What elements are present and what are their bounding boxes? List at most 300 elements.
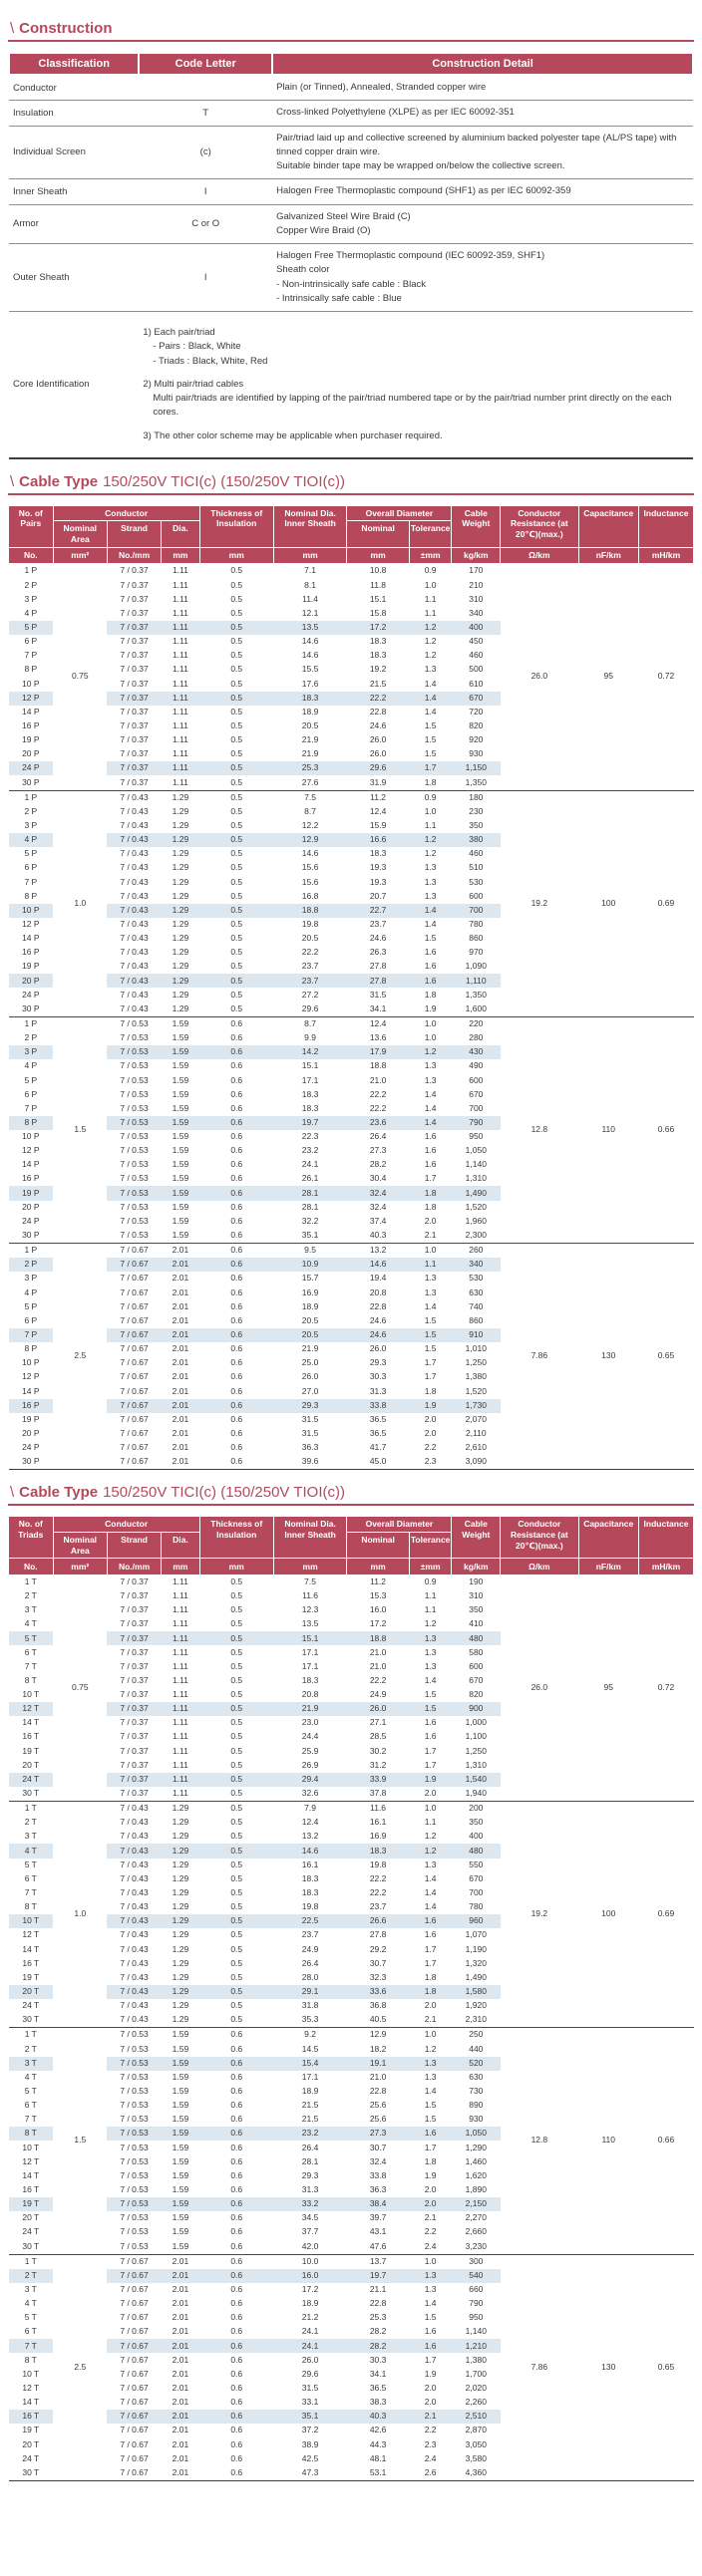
cell-overall-dia-tolerance: 1.0 xyxy=(424,805,437,816)
cell-strand: 7 / 0.37 xyxy=(120,664,149,675)
cell-strand: 7 / 0.37 xyxy=(120,1745,149,1756)
cell-count: 16 T xyxy=(22,2183,40,2194)
cell-inner-sheath-dia: 8.1 xyxy=(304,579,316,590)
cell-strand: 7 / 0.53 xyxy=(107,1186,161,1200)
cell-overall-dia-nominal: 17.2 xyxy=(347,621,410,635)
cell-overall-dia-nominal: 18.3 xyxy=(369,636,387,647)
col-header-inner-sheath: Nominal Dia. Inner Sheath xyxy=(273,505,347,547)
cell-count: 7 P xyxy=(24,1102,38,1113)
cell-count: 6 T xyxy=(24,2100,37,2111)
cell-count: 16 P xyxy=(22,719,40,730)
cell-inner-sheath-dia: 15.6 xyxy=(301,876,319,887)
cell-strand: 7 / 0.67 xyxy=(120,2298,149,2309)
cell-cable-weight: 700 xyxy=(469,1102,484,1113)
cell-cable-weight: 1,960 xyxy=(465,1215,487,1226)
cell-count: 4 P xyxy=(24,607,38,618)
cell-cable-weight: 670 xyxy=(469,1088,484,1099)
cell-dia: 1.11 xyxy=(162,761,199,775)
cell-overall-dia-nominal: 23.6 xyxy=(347,1116,410,1130)
cell-count: 14 T xyxy=(22,2397,40,2408)
unit-dia: mm xyxy=(162,1559,199,1575)
cell-inner-sheath-dia: 24.9 xyxy=(301,1943,319,1954)
cell-overall-dia-nominal: 38.4 xyxy=(347,2197,410,2211)
cell-overall-dia-tolerance: 1.5 xyxy=(409,1328,452,1342)
cell-insulation-thickness: 0.6 xyxy=(230,1230,243,1241)
cell-overall-dia-tolerance: 1.9 xyxy=(409,1399,452,1413)
cell-strand: 7 / 0.53 xyxy=(120,2071,149,2082)
cell-strand: 7 / 0.53 xyxy=(120,1131,149,1142)
cell-inner-sheath-dia: 23.7 xyxy=(301,1929,319,1940)
col-header-strand: Strand xyxy=(107,1532,161,1558)
note-head: 2) Multi pair/triad cables xyxy=(143,378,244,390)
cell-dia: 1.59 xyxy=(172,1173,189,1184)
cell-dia: 1.29 xyxy=(172,862,189,873)
cell-dia: 1.29 xyxy=(172,876,189,887)
cell-dia: 1.29 xyxy=(172,989,189,1000)
cell-cable-weight: 200 xyxy=(452,1802,501,1817)
cell-insulation-thickness: 0.5 xyxy=(230,776,243,787)
cell-overall-dia-tolerance: 1.6 xyxy=(409,2339,452,2353)
cell-cable-weight: 1,310 xyxy=(465,1173,487,1184)
cell-insulation-thickness: 0.6 xyxy=(230,1032,243,1043)
classification-cell: Individual Screen xyxy=(9,126,139,179)
cell-overall-dia-nominal: 43.1 xyxy=(369,2226,387,2237)
cell-inner-sheath-dia: 12.4 xyxy=(301,1817,319,1828)
cell-inner-sheath-dia: 25.9 xyxy=(301,1745,319,1756)
cell-cable-weight: 630 xyxy=(469,1287,484,1297)
cell-overall-dia-tolerance: 1.0 xyxy=(424,1032,437,1043)
cell-overall-dia-nominal: 21.5 xyxy=(369,678,387,689)
cell-strand: 7 / 0.53 xyxy=(120,2100,149,2111)
cell-overall-dia-nominal: 32.4 xyxy=(347,1186,410,1200)
cell-insulation-thickness: 0.6 xyxy=(230,2071,243,2082)
cell-strand: 7 / 0.53 xyxy=(120,2043,149,2054)
cell-overall-dia-nominal: 26.4 xyxy=(369,1131,387,1142)
cell-insulation-thickness: 0.5 xyxy=(199,621,273,635)
triads-section-title xyxy=(10,1484,692,1501)
cell-inner-sheath-dia: 11.4 xyxy=(302,593,319,604)
cell-count: 14 T xyxy=(22,1943,40,1954)
note-subline: - Triads : Black, White, Red xyxy=(153,355,268,367)
cell-overall-dia-nominal: 22.2 xyxy=(369,1872,387,1883)
cell-overall-dia-tolerance: 1.5 xyxy=(409,1702,452,1716)
cell-count: 7 P xyxy=(24,876,38,887)
cell-overall-dia-nominal: 23.7 xyxy=(369,918,387,929)
cell-inner-sheath-dia: 33.1 xyxy=(301,2397,319,2408)
cell-strand: 7 / 0.67 xyxy=(120,1442,149,1453)
cell-inner-sheath-dia: 7.9 xyxy=(273,1802,347,1817)
cell-inner-sheath-dia: 35.3 xyxy=(301,2014,319,2025)
cell-count: 12 P xyxy=(9,692,54,706)
cell-overall-dia-tolerance: 1.5 xyxy=(424,734,437,745)
note-head: 1) Each pair/triad xyxy=(143,327,215,338)
cell-dia: 1.11 xyxy=(172,719,188,730)
cell-inner-sheath-dia: 31.3 xyxy=(301,2183,319,2194)
cell-insulation-thickness: 0.6 xyxy=(230,2326,243,2337)
cell-overall-dia-tolerance: 2.0 xyxy=(424,1215,437,1226)
cell-count: 14 T xyxy=(22,2169,40,2180)
cell-strand: 7 / 0.37 xyxy=(120,565,149,576)
cell-overall-dia-tolerance: 1.2 xyxy=(409,833,452,847)
cell-cable-weight: 660 xyxy=(469,2283,484,2294)
col-header-thickness: Thickness of Insulation xyxy=(199,505,273,547)
cell-dia: 1.11 xyxy=(172,664,188,675)
classification-cell: Inner Sheath xyxy=(9,179,139,204)
cell-cable-weight: 1,000 xyxy=(465,1717,487,1728)
cell-count: 1 P xyxy=(24,565,38,576)
cell-dia: 1.59 xyxy=(172,1131,189,1142)
cell-insulation-thickness: 0.5 xyxy=(230,1971,243,1982)
cell-cable-weight: 1,050 xyxy=(452,2127,501,2141)
cell-insulation-thickness: 0.5 xyxy=(230,819,243,830)
cell-overall-dia-nominal: 33.8 xyxy=(369,2169,387,2180)
unit-inductance: mH/km xyxy=(638,1559,693,1575)
cell-overall-dia-tolerance: 1.3 xyxy=(424,876,437,887)
cell-strand: 7 / 0.43 xyxy=(120,848,149,859)
cell-insulation-thickness: 0.6 xyxy=(230,2438,243,2449)
cell-cable-weight: 460 xyxy=(469,848,484,859)
cell-overall-dia-nominal: 21.0 xyxy=(369,1660,387,1671)
cell-overall-dia-tolerance: 1.9 xyxy=(409,1773,452,1787)
cell-overall-dia-nominal: 21.0 xyxy=(369,2071,387,2082)
cell-overall-dia-nominal: 13.7 xyxy=(347,2254,410,2269)
cell-count: 30 P xyxy=(22,776,40,787)
cell-overall-dia-tolerance: 1.4 xyxy=(424,1674,437,1685)
cell-inner-sheath-dia: 26.0 xyxy=(301,1371,319,1382)
cell-strand: 7 / 0.67 xyxy=(120,2452,149,2463)
cell-count: 24 P xyxy=(22,1442,40,1453)
cell-dia: 1.59 xyxy=(172,2212,189,2223)
cell-overall-dia-tolerance: 2.4 xyxy=(424,2240,437,2251)
cell-insulation-thickness: 0.5 xyxy=(230,607,243,618)
cell-dia: 2.01 xyxy=(172,2382,189,2393)
cell-cable-weight: 2,660 xyxy=(465,2226,487,2237)
cell-cable-weight: 1,920 xyxy=(465,2000,487,2011)
cell-strand: 7 / 0.53 xyxy=(120,1201,149,1212)
cell-cable-weight: 210 xyxy=(469,579,484,590)
cell-overall-dia-nominal: 11.2 xyxy=(347,790,410,805)
cell-overall-dia-tolerance: 1.6 xyxy=(424,1929,437,1940)
cell-count: 3 P xyxy=(9,1045,54,1059)
cell-dia: 1.29 xyxy=(162,1802,199,1817)
cell-count: 5 P xyxy=(24,848,38,859)
cell-overall-dia-nominal: 27.1 xyxy=(369,1717,387,1728)
cell-cable-weight: 350 xyxy=(469,1604,484,1615)
cell-inner-sheath-dia: 24.1 xyxy=(301,2326,319,2337)
cell-strand: 7 / 0.67 xyxy=(120,2312,149,2323)
cell-dia: 1.11 xyxy=(172,593,188,604)
cell-overall-dia-nominal: 30.3 xyxy=(369,2354,387,2365)
cell-cable-weight: 1,940 xyxy=(465,1788,487,1799)
cell-inner-sheath-dia: 10.0 xyxy=(273,2254,347,2269)
cell-inner-sheath-dia: 31.5 xyxy=(301,2382,319,2393)
col-header-tolerance: Tolerance xyxy=(409,1532,452,1558)
data-row xyxy=(9,790,694,805)
cell-overall-dia-tolerance: 1.5 xyxy=(424,2114,437,2125)
cell-overall-dia-tolerance: 1.5 xyxy=(424,1314,437,1325)
cell-overall-dia-nominal: 36.5 xyxy=(369,2382,387,2393)
cell-inductance: 0.69 xyxy=(638,790,693,1016)
cell-dia: 1.59 xyxy=(162,2197,199,2211)
cell-overall-dia-nominal: 11.8 xyxy=(370,579,387,590)
cell-cable-weight: 540 xyxy=(452,2269,501,2283)
cell-insulation-thickness: 0.5 xyxy=(230,1943,243,1954)
detail-line: Plain (or Tinned), Annealed, Stranded copper wire xyxy=(276,82,487,93)
cell-count: 14 P xyxy=(22,933,40,944)
cell-count: 16 P xyxy=(9,1399,54,1413)
cell-count: 5 P xyxy=(9,621,54,635)
cell-count: 30 P xyxy=(22,1456,40,1467)
cell-dia: 1.29 xyxy=(172,1971,189,1982)
cell-insulation-thickness: 0.5 xyxy=(230,678,243,689)
cell-inner-sheath-dia: 26.4 xyxy=(301,1957,319,1968)
cell-dia: 2.01 xyxy=(172,2425,189,2435)
cell-inner-sheath-dia: 18.3 xyxy=(301,1088,319,1099)
cell-dia: 2.01 xyxy=(162,2254,199,2269)
cell-cable-weight: 1,350 xyxy=(465,989,487,1000)
cell-overall-dia-tolerance: 1.2 xyxy=(409,621,452,635)
cell-inner-sheath-dia: 27.6 xyxy=(301,776,319,787)
cell-overall-dia-tolerance: 2.0 xyxy=(424,2183,437,2194)
cell-overall-dia-nominal: 25.3 xyxy=(369,2312,387,2323)
classification-cell: Core Identification xyxy=(9,312,139,458)
section-title-value: 150/250V TICI(c) (150/250V TIOI(c)) xyxy=(103,472,345,490)
unit-strand: No./mm xyxy=(107,1559,161,1575)
cell-dia: 1.29 xyxy=(172,2000,189,2011)
cell-cable-weight: 1,290 xyxy=(465,2142,487,2152)
cell-inner-sheath-dia: 19.8 xyxy=(301,1901,319,1912)
cell-strand: 7 / 0.43 xyxy=(120,876,149,887)
cell-inner-sheath-dia: 28.0 xyxy=(301,1971,319,1982)
cell-insulation-thickness: 0.5 xyxy=(199,790,273,805)
cell-count: 2 T xyxy=(9,2269,54,2283)
cell-cable-weight: 1,320 xyxy=(465,1957,487,1968)
cell-overall-dia-nominal: 26.6 xyxy=(347,1914,410,1928)
classification-cell: Insulation xyxy=(9,101,139,126)
cell-count: 1 T xyxy=(9,2028,54,2043)
cell-inner-sheath-dia: 31.8 xyxy=(301,2000,319,2011)
cell-dia: 1.59 xyxy=(172,2086,189,2096)
cell-insulation-thickness: 0.5 xyxy=(199,761,273,775)
cell-cable-weight: 730 xyxy=(469,2086,484,2096)
cell-inner-sheath-dia: 26.0 xyxy=(301,2354,319,2365)
cell-cable-weight: 790 xyxy=(452,1116,501,1130)
unit-tolerance: ±mm xyxy=(409,547,452,564)
cell-overall-dia-nominal: 22.8 xyxy=(369,2298,387,2309)
cell-nominal-area: 2.5 xyxy=(53,1244,107,1470)
cell-inner-sheath-dia: 21.9 xyxy=(301,1343,319,1354)
cell-overall-dia-nominal: 16.6 xyxy=(347,833,410,847)
cell-insulation-thickness: 0.5 xyxy=(230,1646,243,1657)
cell-inner-sheath-dia: 8.7 xyxy=(273,1016,347,1031)
cell-overall-dia-tolerance: 1.0 xyxy=(409,1016,452,1031)
cell-insulation-thickness: 0.6 xyxy=(199,1244,273,1259)
cell-insulation-thickness: 0.6 xyxy=(230,2183,243,2194)
section-title-text: Cable Type xyxy=(19,472,99,490)
cell-strand: 7 / 0.37 xyxy=(120,678,149,689)
col-header-nominal-area: Nominal Area xyxy=(53,521,107,547)
cell-dia: 1.59 xyxy=(172,1060,189,1071)
col-header-strand: Strand xyxy=(107,521,161,547)
cell-cable-weight: 1,890 xyxy=(465,2183,487,2194)
cell-inner-sheath-dia: 8.7 xyxy=(304,805,316,816)
cell-strand: 7 / 0.53 xyxy=(120,1215,149,1226)
cell-strand: 7 / 0.37 xyxy=(120,719,149,730)
data-row xyxy=(9,1574,694,1589)
units-row xyxy=(9,1559,694,1575)
cell-overall-dia-tolerance: 1.4 xyxy=(424,1088,437,1099)
cell-inner-sheath-dia: 31.5 xyxy=(301,1428,319,1439)
cell-inner-sheath-dia: 25.0 xyxy=(301,1357,319,1368)
cell-inner-sheath-dia: 18.9 xyxy=(301,706,319,716)
cell-cable-weight: 3,230 xyxy=(465,2240,487,2251)
cell-dia: 1.11 xyxy=(172,1674,188,1685)
cell-count: 20 T xyxy=(22,2438,40,2449)
cell-overall-dia-tolerance: 1.0 xyxy=(424,579,437,590)
data-row xyxy=(9,1016,694,1031)
cell-strand: 7 / 0.67 xyxy=(107,1328,161,1342)
cell-dia: 1.29 xyxy=(162,974,199,988)
col-header-dia: Dia. xyxy=(162,521,199,547)
cell-overall-dia-nominal: 36.5 xyxy=(369,1413,387,1424)
cell-strand: 7 / 0.67 xyxy=(107,1244,161,1259)
cell-cable-weight: 820 xyxy=(469,719,484,730)
cell-overall-dia-nominal: 24.9 xyxy=(369,1689,387,1700)
cell-overall-dia-nominal: 36.5 xyxy=(369,1428,387,1439)
cell-overall-dia-tolerance: 1.8 xyxy=(424,776,437,787)
cell-dia: 2.01 xyxy=(172,2368,189,2379)
cell-overall-dia-tolerance: 1.6 xyxy=(424,1717,437,1728)
cell-strand: 7 / 0.67 xyxy=(120,1343,149,1354)
cell-overall-dia-nominal: 24.6 xyxy=(369,1314,387,1325)
cell-inner-sheath-dia: 15.5 xyxy=(301,664,319,675)
cell-count: 8 P xyxy=(9,1116,54,1130)
cell-insulation-thickness: 0.6 xyxy=(230,2354,243,2365)
col-header-overall-diameter: Overall Diameter xyxy=(347,1517,452,1533)
cell-count: 24 P xyxy=(22,1215,40,1226)
cell-inductance: 0.65 xyxy=(638,1244,693,1470)
cell-insulation-thickness: 0.5 xyxy=(230,890,243,901)
cell-overall-dia-nominal: 53.1 xyxy=(369,2466,387,2477)
section-title-text: Construction xyxy=(19,20,113,37)
cell-dia: 1.59 xyxy=(172,1145,189,1156)
cell-cable-weight: 1,310 xyxy=(465,1759,487,1770)
cell-cable-weight: 4,360 xyxy=(465,2466,487,2477)
cell-cable-weight: 1,540 xyxy=(452,1773,501,1787)
classification-cell: Conductor xyxy=(9,75,139,101)
cell-strand: 7 / 0.43 xyxy=(120,890,149,901)
cell-overall-dia-nominal: 29.3 xyxy=(369,1357,387,1368)
cell-overall-dia-nominal: 18.3 xyxy=(369,650,387,661)
cell-count: 12 T xyxy=(22,2382,40,2393)
cell-inner-sheath-dia: 17.1 xyxy=(301,2071,319,2082)
cell-strand: 7 / 0.43 xyxy=(120,1831,149,1842)
cell-cable-weight: 1,110 xyxy=(452,974,501,988)
cell-strand: 7 / 0.67 xyxy=(107,1258,161,1272)
cell-dia: 1.59 xyxy=(172,2240,189,2251)
cell-dia: 2.01 xyxy=(172,2354,189,2365)
cell-count: 30 P xyxy=(22,1230,40,1241)
cell-overall-dia-nominal: 20.8 xyxy=(369,1287,387,1297)
cell-inner-sheath-dia: 15.4 xyxy=(273,2057,347,2071)
cell-dia: 1.11 xyxy=(162,1773,199,1787)
cell-count: 1 T xyxy=(9,2254,54,2269)
cell-overall-dia-nominal: 47.6 xyxy=(369,2240,387,2251)
unit-area: mm² xyxy=(53,547,107,564)
unit-no: No. xyxy=(9,547,54,564)
cell-inner-sheath-dia: 28.1 xyxy=(301,2155,319,2166)
cell-dia: 2.01 xyxy=(172,1287,189,1297)
title-rule xyxy=(8,40,694,42)
cell-overall-dia-tolerance: 1.3 xyxy=(424,664,437,675)
pairs-spec-table xyxy=(8,505,694,1471)
cell-dia: 1.29 xyxy=(172,1002,189,1013)
cell-insulation-thickness: 0.6 xyxy=(199,1016,273,1031)
cell-dia: 1.59 xyxy=(172,1230,189,1241)
cell-insulation-thickness: 0.6 xyxy=(199,2028,273,2043)
detail-line: - Intrinsically safe cable : Blue xyxy=(276,292,402,304)
cell-insulation-thickness: 0.5 xyxy=(230,1817,243,1828)
cell-cable-weight: 490 xyxy=(469,1060,484,1071)
cell-cable-weight: 1,150 xyxy=(452,761,501,775)
cell-strand: 7 / 0.67 xyxy=(107,2339,161,2353)
cell-overall-dia-nominal: 18.8 xyxy=(369,1060,387,1071)
cell-overall-dia-nominal: 30.7 xyxy=(369,1957,387,1968)
cell-strand: 7 / 0.67 xyxy=(120,1357,149,1368)
cell-overall-dia-tolerance: 1.6 xyxy=(424,1145,437,1156)
col-header-classification: Classification xyxy=(9,53,139,75)
cell-cable-weight: 1,380 xyxy=(465,1371,487,1382)
cell-insulation-thickness: 0.5 xyxy=(230,918,243,929)
cell-cable-weight: 180 xyxy=(452,790,501,805)
cell-dia: 2.01 xyxy=(172,2298,189,2309)
cell-insulation-thickness: 0.6 xyxy=(199,2269,273,2283)
cell-cable-weight: 1,490 xyxy=(452,1186,501,1200)
cell-inner-sheath-dia: 33.2 xyxy=(273,2197,347,2211)
cell-cable-weight: 720 xyxy=(469,706,484,716)
cell-strand: 7 / 0.53 xyxy=(107,1116,161,1130)
cell-insulation-thickness: 0.5 xyxy=(230,1901,243,1912)
cell-count: 5 T xyxy=(9,1631,54,1645)
cell-count: 6 T xyxy=(24,1646,37,1657)
cell-strand: 7 / 0.43 xyxy=(120,1887,149,1898)
cell-strand: 7 / 0.67 xyxy=(120,2425,149,2435)
cell-insulation-thickness: 0.5 xyxy=(199,904,273,918)
code-letter-cell: T xyxy=(139,101,272,126)
cell-cable-weight: 930 xyxy=(469,2114,484,2125)
cell-count: 1 P xyxy=(9,1244,54,1259)
cell-insulation-thickness: 0.5 xyxy=(199,1914,273,1928)
cell-overall-dia-nominal: 16.1 xyxy=(369,1817,387,1828)
cell-overall-dia-nominal: 24.6 xyxy=(369,719,387,730)
cell-conductor-resistance: 19.2 xyxy=(501,790,578,1016)
cell-strand: 7 / 0.53 xyxy=(120,1173,149,1184)
cell-inner-sheath-dia: 10.9 xyxy=(273,1258,347,1272)
cell-strand: 7 / 0.37 xyxy=(120,650,149,661)
cell-inner-sheath-dia: 18.3 xyxy=(301,1102,319,1113)
cell-inner-sheath-dia: 15.6 xyxy=(301,862,319,873)
col-header-code-letter: Code Letter xyxy=(139,53,272,75)
cell-inner-sheath-dia: 42.5 xyxy=(301,2452,319,2463)
cell-cable-weight: 700 xyxy=(469,1887,484,1898)
cell-overall-dia-nominal: 13.2 xyxy=(347,1244,410,1259)
cell-inductance: 0.72 xyxy=(638,1574,693,1801)
cell-overall-dia-tolerance: 1.1 xyxy=(424,1817,437,1828)
cell-inner-sheath-dia: 18.3 xyxy=(301,1872,319,1883)
cell-count: 3 T xyxy=(24,2283,37,2294)
cell-insulation-thickness: 0.5 xyxy=(230,989,243,1000)
cell-cable-weight: 920 xyxy=(469,734,484,745)
